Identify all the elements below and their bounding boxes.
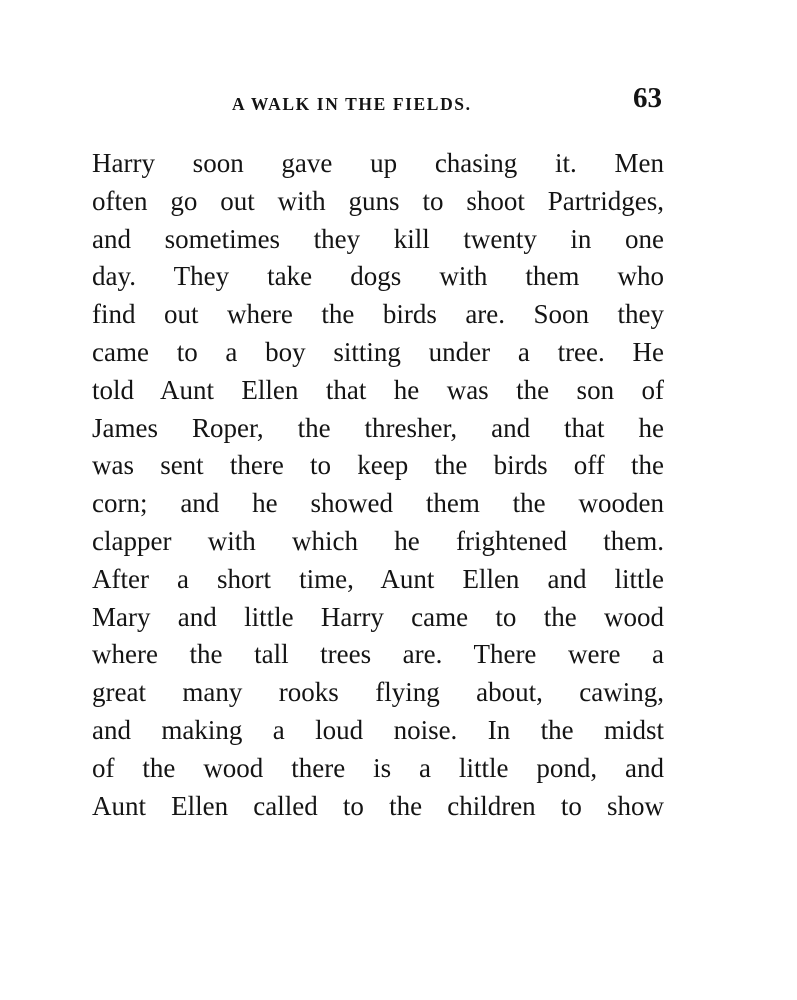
text-line: Aunt Ellen called to the children to show xyxy=(92,790,664,821)
text-line: and making a loud noise. In the midst xyxy=(92,714,664,745)
page-number: 63 xyxy=(633,82,662,114)
body-text xyxy=(92,145,664,825)
text-line: told Aunt Ellen that he was the son of xyxy=(92,374,664,405)
text-line: clapper with which he frightened them. xyxy=(92,525,664,556)
running-title: A WALK IN THE FIELDS. xyxy=(232,94,472,114)
text-line: great many rooks flying about, cawing, xyxy=(92,677,664,708)
text-line: where the tall trees are. There were a xyxy=(92,639,664,670)
text-line: find out where the birds are. Soon they xyxy=(92,299,664,330)
text-line: was sent there to keep the birds off the xyxy=(92,450,664,481)
text-line: day. They take dogs with them who xyxy=(92,261,664,292)
text-line: of the wood there is a little pond, and xyxy=(92,752,664,783)
text-line: corn; and he showed them the wooden xyxy=(92,488,664,519)
text-line: and sometimes they kill twenty in one xyxy=(92,223,664,254)
text-line: After a short time, Aunt Ellen and little xyxy=(92,563,664,594)
text-line: Harry soon gave up chasing it. Men xyxy=(92,148,664,178)
running-head xyxy=(92,82,662,126)
text-line: Mary and little Harry came to the wood xyxy=(92,601,664,632)
text-line: James Roper, the thresher, and that he xyxy=(92,412,664,443)
text-line: often go out with guns to shoot Partridges, xyxy=(92,185,664,216)
text-line: came to a boy sitting under a tree. He xyxy=(92,336,664,367)
